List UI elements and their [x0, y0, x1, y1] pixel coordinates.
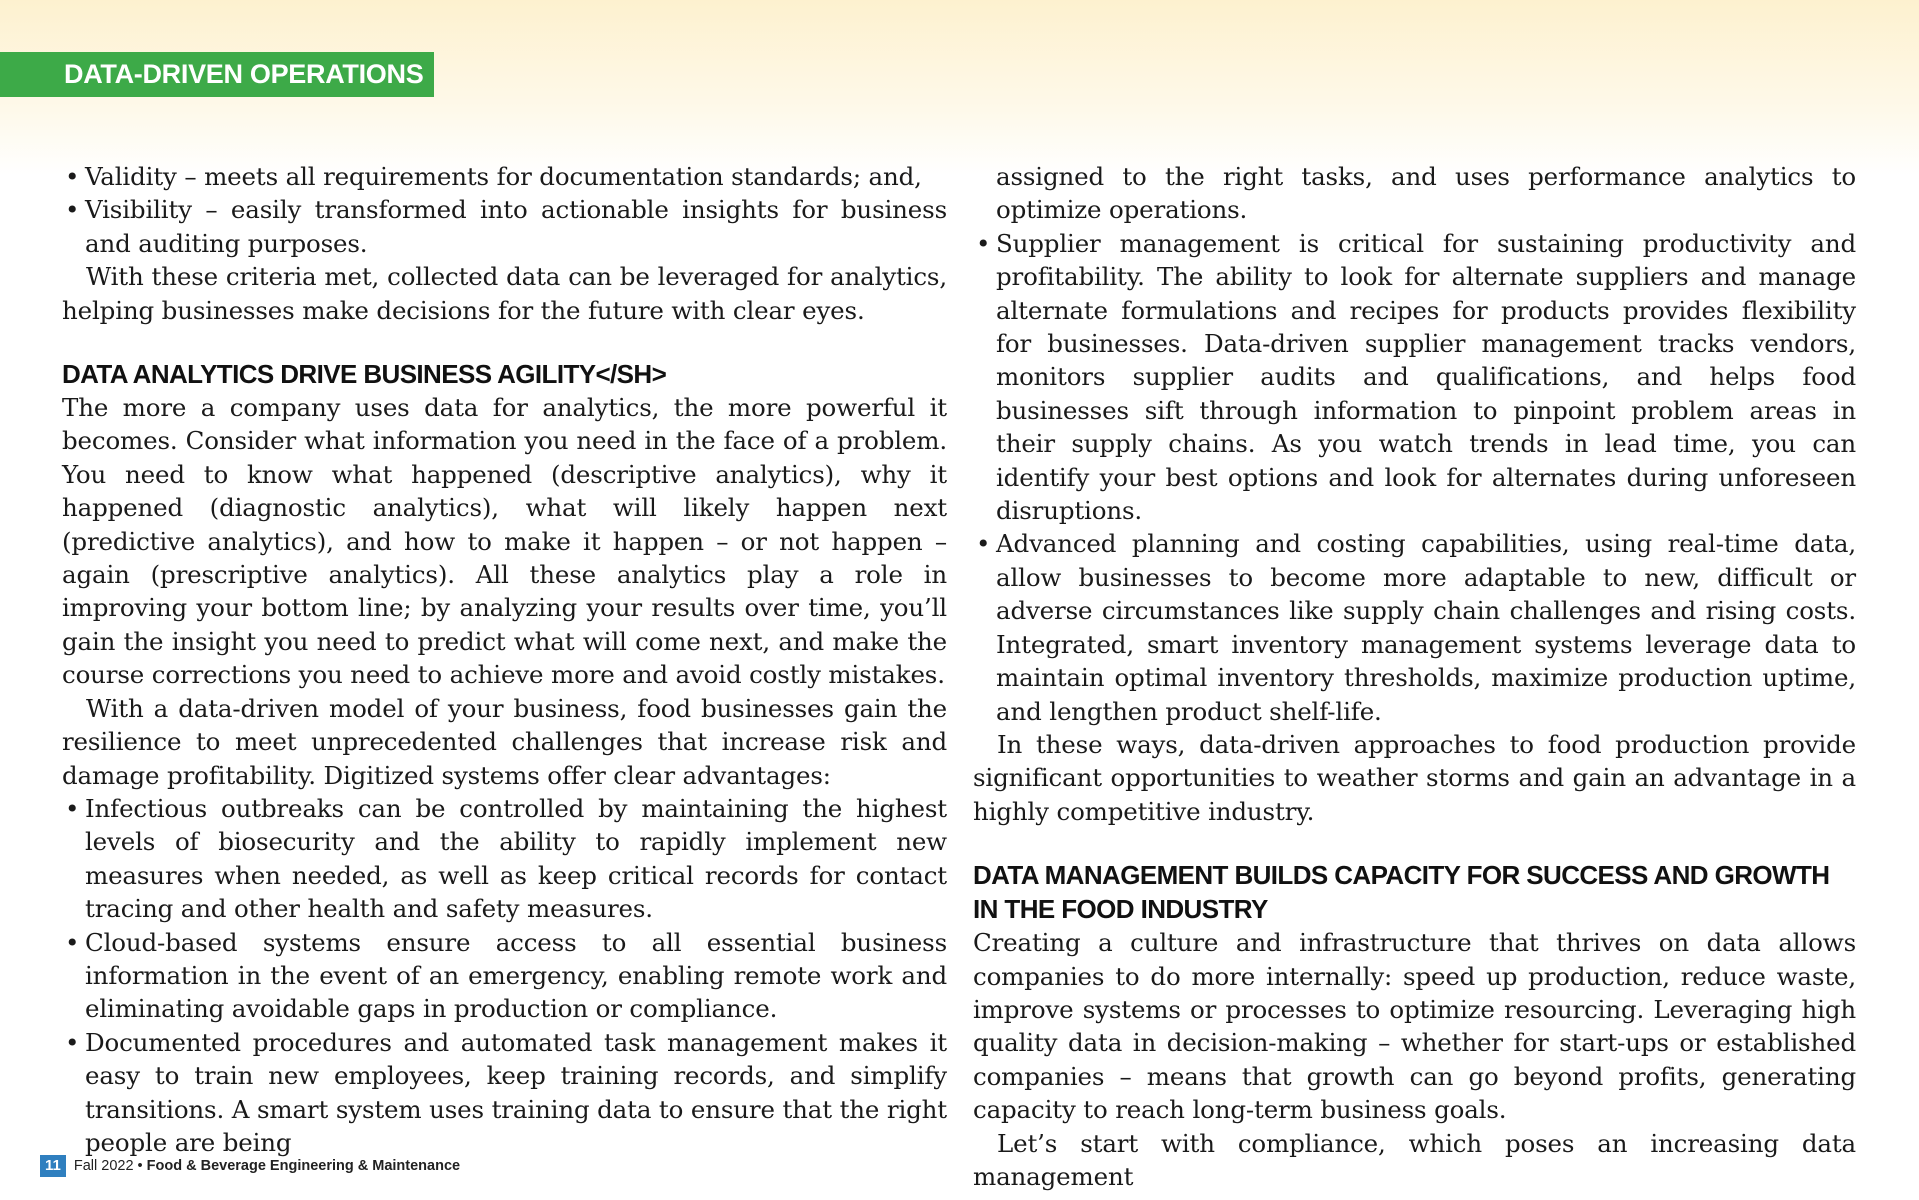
advantages-list [62, 792, 947, 1159]
list-item-text: Cloud-based systems ensure access to all essential business information in the event of an emergency, enabling remote work and eliminating avoidable gaps in production or compliance. [85, 927, 947, 1024]
paragraph-resilience: With a data-driven model of your business, food businesses gain the resilience to meet unprecedented challenges that increase risk and damage profitability. Digitized systems offer clear advantages: [62, 693, 947, 790]
list-item [62, 926, 947, 1026]
list-item [62, 160, 947, 193]
issue-date: Fall 2022 [73, 1158, 134, 1174]
list-item [62, 193, 947, 260]
page-number: 11 [40, 1155, 66, 1177]
list-item [973, 227, 1856, 528]
bullet-icon: • [65, 195, 80, 225]
bullet-icon: • [65, 927, 80, 957]
section-tab: DATA-DRIVEN OPERATIONS [0, 52, 434, 97]
capabilities-list [973, 227, 1856, 728]
bullet-icon: • [976, 228, 991, 258]
bullet-continuation: assigned to the right tasks, and uses performance analytics to optimize operations. [996, 162, 1856, 225]
paragraph-compliance: Let’s start with compliance, which poses an increasing data management [973, 1128, 1856, 1191]
paragraph-culture: Creating a culture and infrastructure that thrives on data allows companies to do more internally: speed up production, reduce waste, improve systems or processes to optimize resourcing. Leveraging high quality data in decision-making – whether for start-ups or established companies – means that growth can go beyond profits, generating capacity to reach long-term business goals. [973, 928, 1856, 1125]
paragraph-ways: In these ways, data-driven approaches to food production provide significant opportunities to weather storms and gain an advantage in a highly competitive industry. [973, 729, 1856, 826]
list-item-text: Validity – meets all requirements for documentation standards; and, [85, 162, 922, 191]
page-footer [40, 1155, 460, 1177]
right-column [973, 160, 1856, 1193]
list-item [62, 792, 947, 926]
publication-name: Food & Beverage Engineering & Maintenance [146, 1158, 461, 1174]
list-item-text: Visibility – easily transformed into actionable insights for business and auditing purposes. [85, 195, 947, 258]
list-item-text: Infectious outbreaks can be controlled by maintaining the highest levels of biosecurity and the ability to rapidly implement new measures when needed, as well as keep critical records for contact tracing and other health and safety measures. [85, 793, 947, 924]
heading-data-management: DATA MANAGEMENT BUILDS CAPACITY FOR SUCCESS AND GROWTH IN THE FOOD INDUSTRY [973, 860, 1830, 925]
paragraph-criteria: With these criteria met, collected data can be leveraged for analytics, helping businesses make decisions for the future with clear eyes. [62, 262, 947, 325]
left-column [62, 160, 947, 1159]
heading-data-analytics: DATA ANALYTICS DRIVE BUSINESS AGILITY</SH> [62, 359, 667, 390]
list-item-text: Documented procedures and automated task management makes it easy to train new employees, keep training records, and simplify transitions. A smart system uses training data to ensure that the right people are being [85, 1027, 947, 1157]
list-item-text: Advanced planning and costing capabilities, using real-time data, allow businesses to become more adaptable to new, difficult or adverse circumstances like supply chain challenges and rising costs. Integrated, smart inventory management systems leverage data to maintain optimal inventory thresholds, maximize production uptime, and lengthen product shelf-life. [996, 529, 1856, 726]
paragraph-analytics: The more a company uses data for analytics, the more powerful it becomes. Consider what information you need in the face of a problem. You need to know what happened (descriptive analytics), why it happened (diagnostic analytics), what will likely happen next (predictive analytics), and how to make it happen – or not happen – again (prescriptive analytics). All these analytics play a role in improving your bottom line; by analyzing your results over time, you’ll gain the insight you need to predict what will come next, and make the course corrections you need to achieve more and avoid costly mistakes. [62, 393, 947, 690]
footer-separator: • [137, 1158, 143, 1174]
criteria-list [62, 160, 947, 260]
bullet-icon: • [65, 793, 80, 823]
list-item [62, 1026, 947, 1160]
bullet-icon: • [65, 1027, 80, 1057]
bullet-icon: • [976, 529, 991, 559]
list-item-text: Supplier management is critical for sustaining productivity and profitability. The ability to look for alternate suppliers and manage alternate formulations and recipes for products provides flexibility for businesses. Data-driven supplier management tracks vendors, monitors supplier audits and qualifications, and helps food businesses sift through information to pinpoint problem areas in their supply chains. As you watch trends in lead time, you can identify your best options and look for alternates during unforeseen disruptions. [996, 228, 1856, 526]
list-item [973, 527, 1856, 727]
bullet-icon: • [65, 162, 80, 191]
